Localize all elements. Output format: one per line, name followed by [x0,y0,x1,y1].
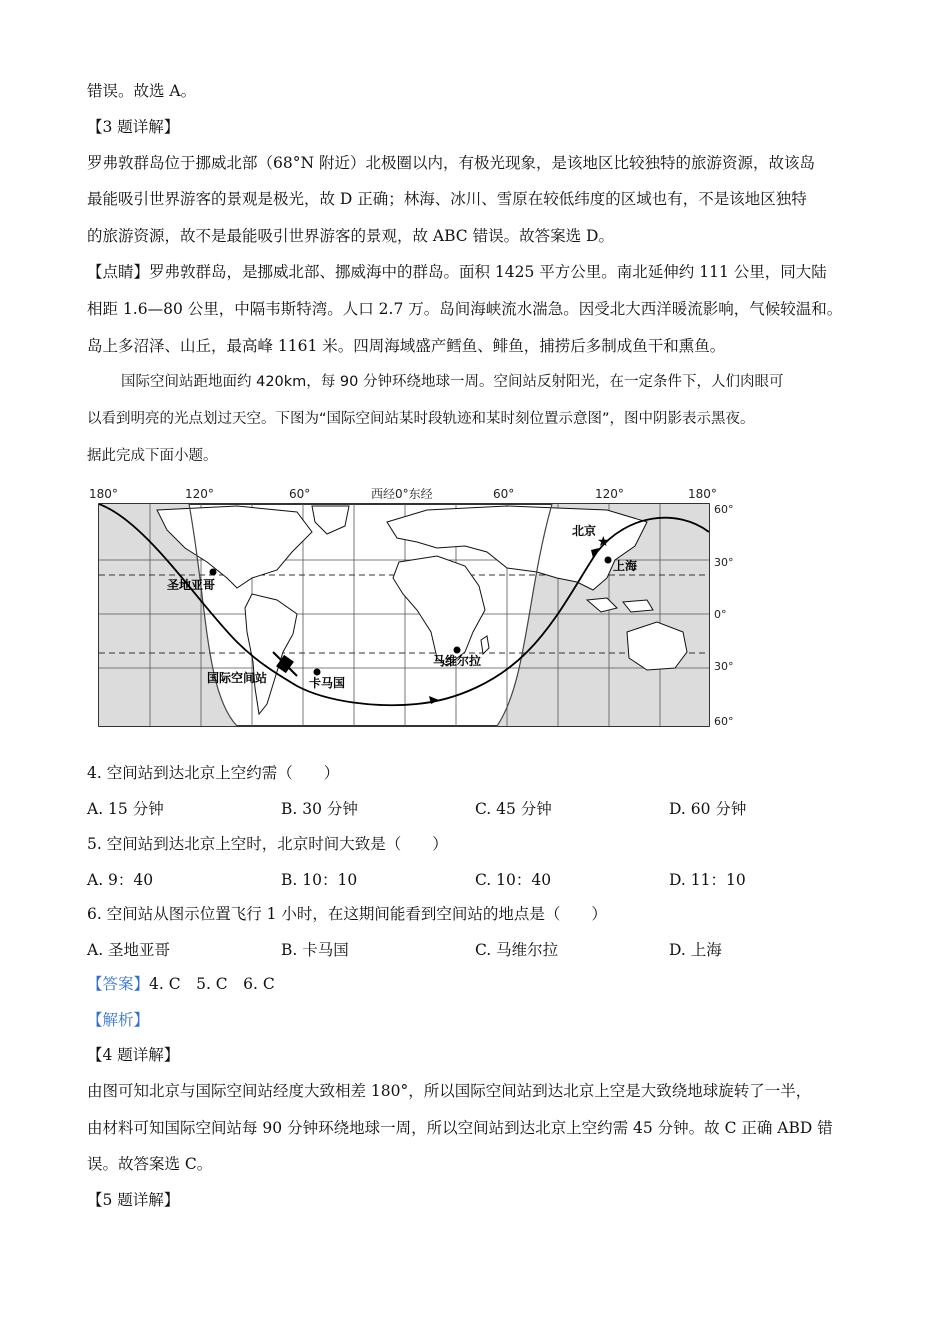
lon-label: 60° [493,487,515,501]
option-d: D. 60 分钟 [669,800,747,818]
section-heading-q4: 【4 题详解】 [87,1046,180,1064]
option-b: B. 卡马国 [281,941,349,959]
paragraph-text: 相距 1.6—80 公里，中隔韦斯特湾。人口 2.7 万。岛间海峡流水湍急。因受北大西洋暖流影响，气候较温和。 [87,300,843,318]
place-label-santiago: 圣地亚哥 [167,578,216,592]
section-heading-q3: 【3 题详解】 [87,118,180,136]
option-a: A. 圣地亚哥 [87,941,171,959]
lat-label: 60° [714,503,734,516]
analysis-label: 【解析】 [87,1011,150,1029]
question-stem-5: 5. 空间站到达北京上空时，北京时间大致是（ ） [87,835,448,853]
option-b: B. 10：10 [281,871,358,889]
lon-label: 180° [89,487,118,501]
option-d: D. 上海 [669,941,722,959]
lat-label: 30° [714,660,734,673]
lat-label: 30° [714,556,734,569]
place-label-madagascar: 马维尔拉 [433,654,482,668]
lon-label: 120° [595,487,624,501]
lat-label: 60° [714,715,734,728]
lon-label: 120° [185,487,214,501]
paragraph-text: 以看到明亮的光点划过天空。下图为“国际空间站某时段轨迹和某时刻位置示意图”，图中阴影表示黑夜。 [87,411,755,427]
paragraph-text: 【点睛】罗弗敦群岛，是挪威北部、挪威海中的群岛。面积 1425 平方公里。南北延伸约 111 公里，同大陆 [87,263,827,281]
place-label-iss: 国际空间站 [207,671,268,685]
paragraph-text: 误。故答案选 C。 [87,1155,213,1173]
paragraph-text: 最能吸引世界游客的景观是极光，故 D 正确；林海、冰川、雪原在较低纬度的区域也有，不是该地区独特 [87,190,807,208]
answer-label: 【答案】 [87,975,150,993]
answer-text: 4. C 5. C 6. C [149,975,275,993]
option-b: B. 30 分钟 [281,800,358,818]
lon-label: 西经0°东经 [371,487,433,501]
option-c: C. 10：40 [475,871,552,889]
place-label-camaguey: 卡马国 [309,676,346,690]
paragraph-text: 国际空间站距地面约 420km，每 90 分钟环绕地球一周。空间站反射阳光，在一定条件下，人们肉眼可 [121,374,784,390]
lat-label: 0° [714,608,727,621]
paragraph-text: 由图可知北京与国际空间站经度大致相差 180°，所以国际空间站到达北京上空是大致绕地球旋转了一半， [87,1082,812,1100]
option-a: A. 9：40 [87,871,154,889]
question-stem-4: 4. 空间站到达北京上空约需（ ） [87,764,340,782]
camaguey-point [314,669,321,676]
option-a: A. 15 分钟 [87,800,164,818]
beijing-star-icon: ★ [597,534,610,550]
paragraph-text: 由材料可知国际空间站每 90 分钟环绕地球一周，所以空间站到达北京上空约需 45 分钟。故 C 正确 ABD 错 [87,1119,833,1137]
place-label-shanghai: 上海 [613,559,638,573]
option-d: D. 11：10 [669,871,746,889]
question-stem-6: 6. 空间站从图示位置飞行 1 小时，在这期间能看到空间站的地点是（ ） [87,905,607,923]
paragraph-text: 岛上多沼泽、山丘，最高峰 1161 米。四周海域盛产鳕鱼、鲱鱼，捕捞后多制成鱼干和熏鱼。 [87,337,726,355]
option-c: C. 马维尔拉 [475,941,559,959]
madagascar-point [454,647,461,654]
santiago-point [210,569,217,576]
lon-label: 180° [688,487,717,501]
shanghai-point [605,557,612,564]
place-label-beijing: 北京 [572,524,597,538]
paragraph-text: 错误。故选 A。 [87,82,197,100]
lon-label: 60° [289,487,311,501]
option-c: C. 45 分钟 [475,800,552,818]
iss-orbit-map [87,482,747,737]
paragraph-text: 的旅游资源，故不是最能吸引世界游客的景观，故 ABC 错误。故答案选 D。 [87,227,614,245]
paragraph-text: 罗弗敦群岛位于挪威北部（68°N 附近）北极圈以内，有极光现象，是该地区比较独特的旅游资源，故该岛 [87,154,815,172]
paragraph-text: 据此完成下面小题。 [87,448,218,464]
section-heading-q5: 【5 题详解】 [87,1191,180,1209]
answer-line [87,973,275,995]
